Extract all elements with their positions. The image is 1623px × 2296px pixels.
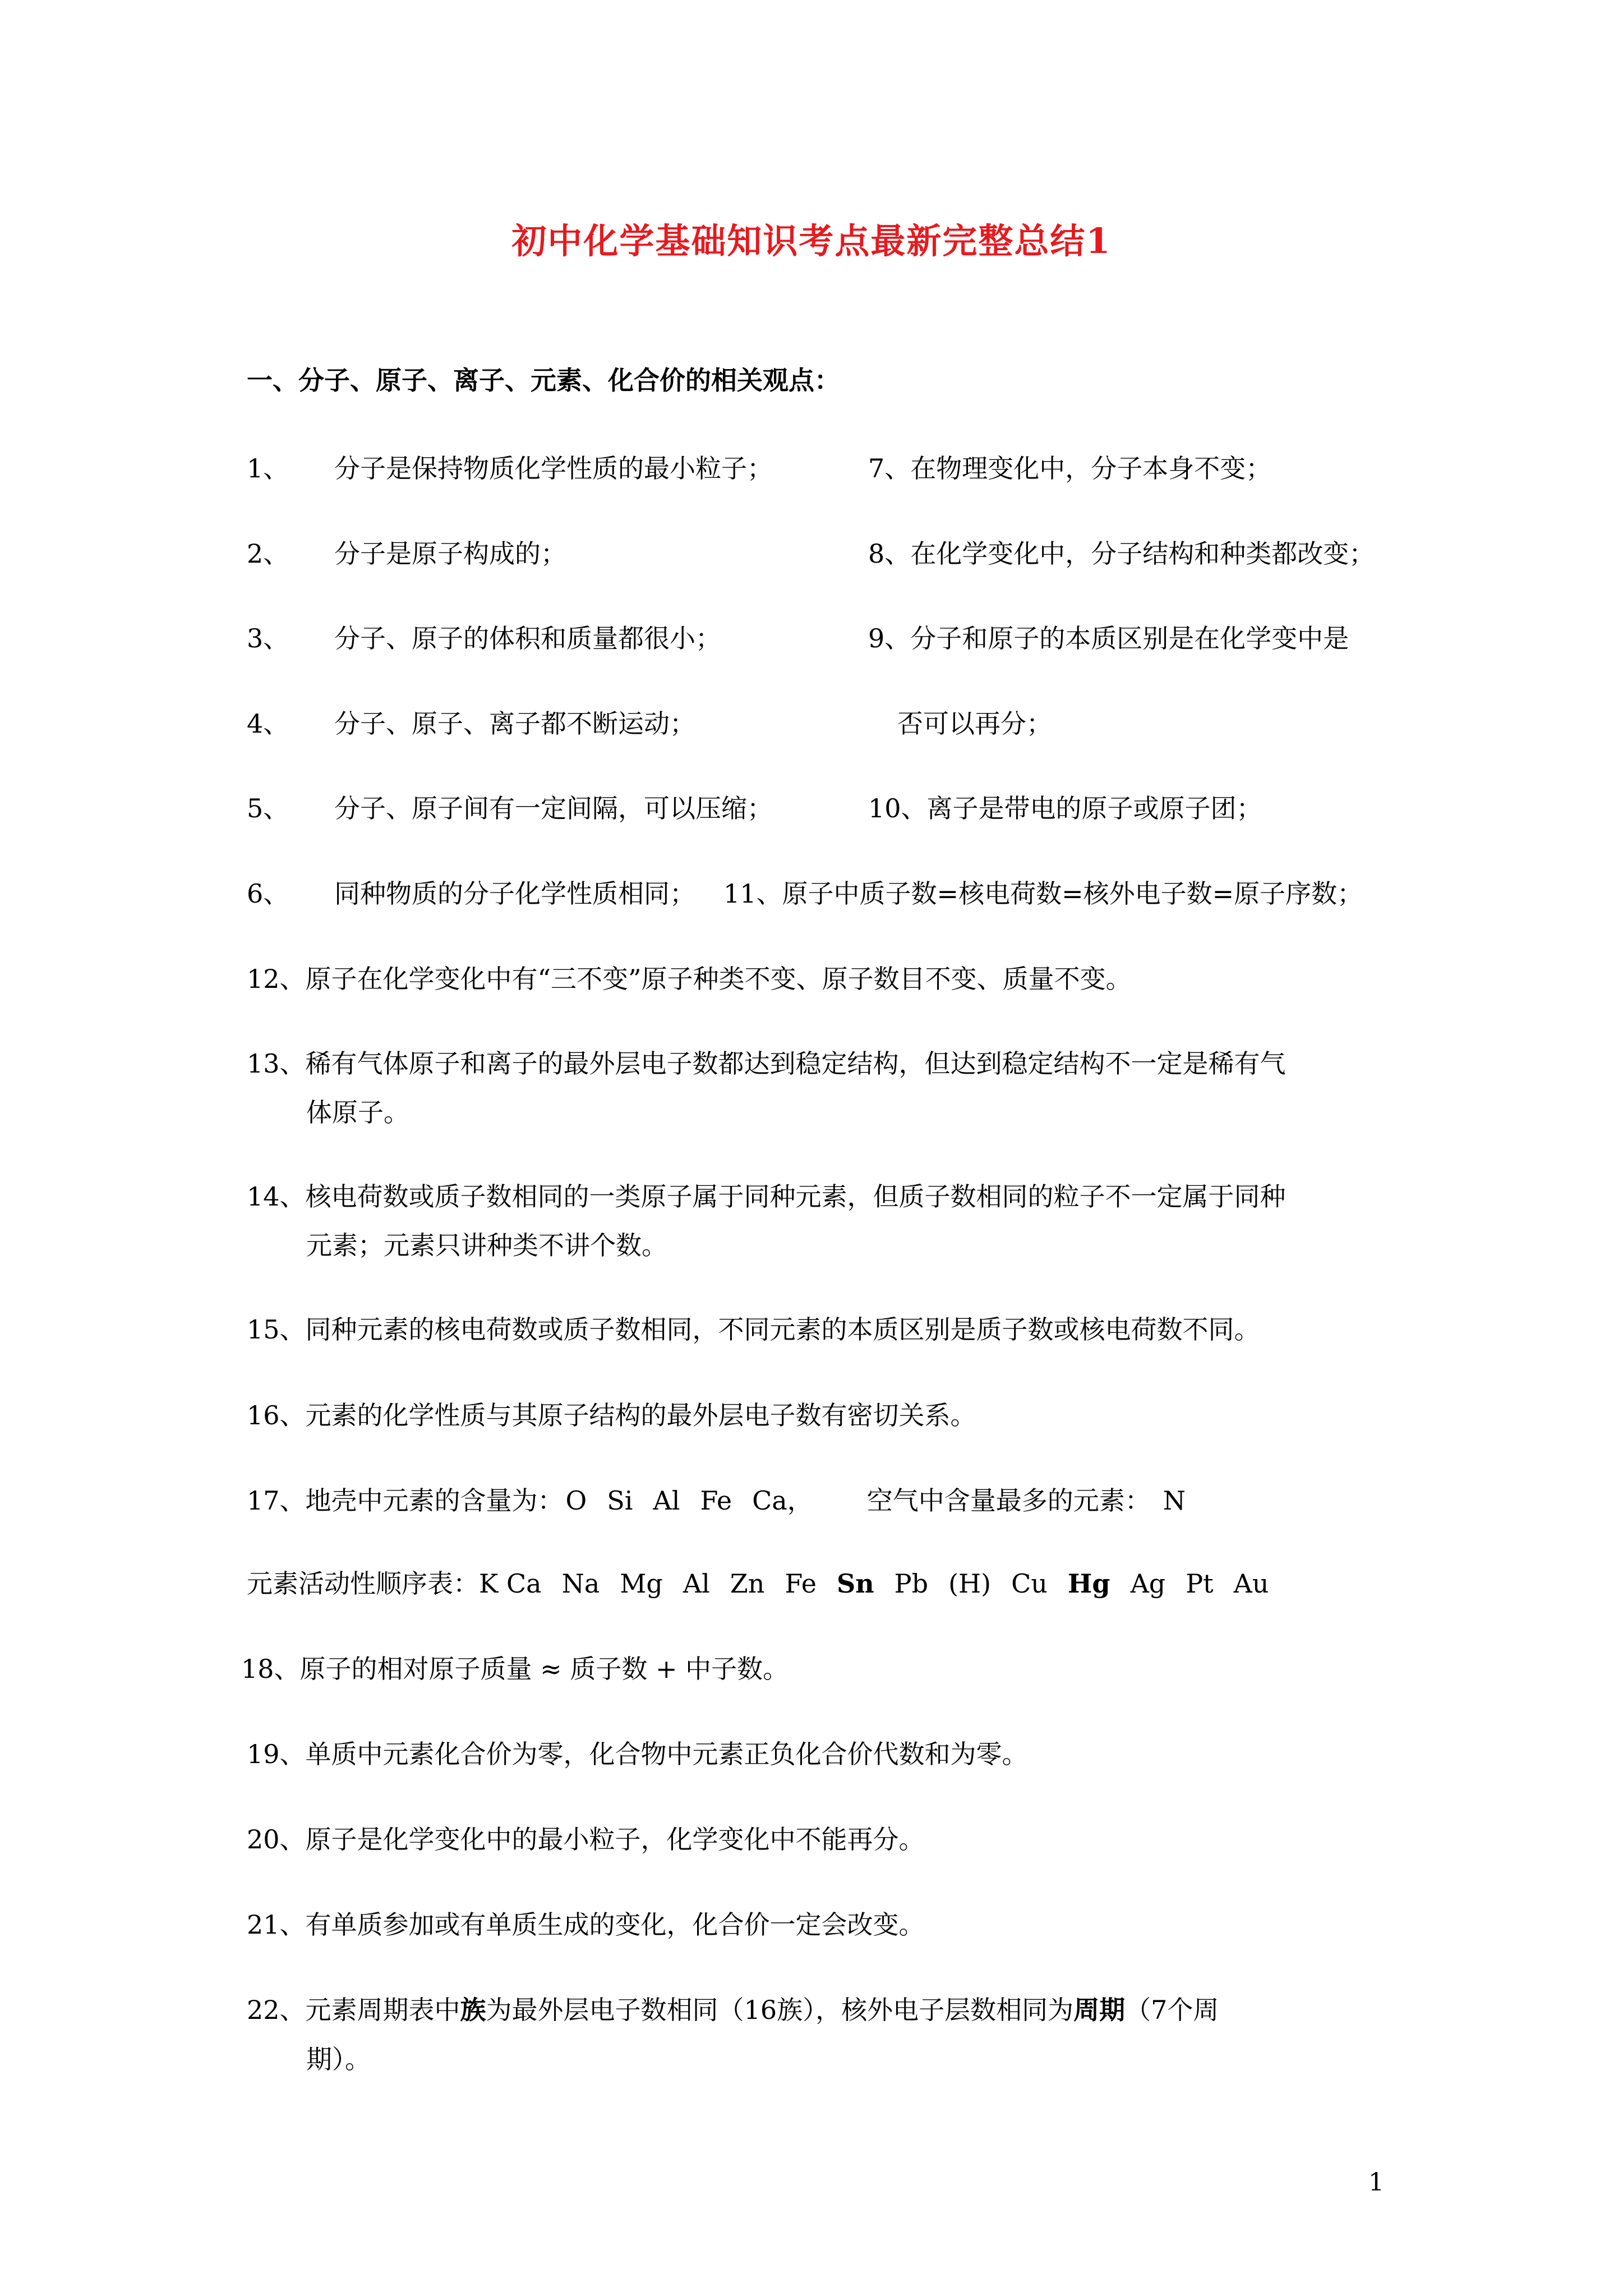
- air-label: 空气中含量最多的元素：: [866, 1485, 1151, 1516]
- item-13-line1: 13、稀有气体原子和离子的最外层电子数都达到稳定结构，但达到稳定结构不一定是稀有气: [247, 1048, 1286, 1079]
- item-text: 否可以再分；: [897, 708, 1052, 739]
- item-12: 12、原子在化学变化中有“三不变”原子种类不变、原子数目不变、质量不变。: [247, 964, 1132, 994]
- item-17-prefix: 17、地壳中元素的含量为：: [247, 1485, 564, 1516]
- element-symbol: Cu: [1011, 1568, 1048, 1599]
- item-text: 分子、原子的体积和质量都很小；: [334, 623, 721, 654]
- item-22-text: （7个周: [1125, 1995, 1219, 2025]
- activity-series: [247, 1568, 1289, 1599]
- item-text: 分子是原子构成的；: [334, 539, 566, 569]
- item-number: 5、: [247, 793, 289, 823]
- element-symbol: (H): [948, 1568, 992, 1599]
- item-13-line2: 体原子。: [306, 1097, 409, 1128]
- item-text: 同种物质的分子化学性质相同；: [334, 878, 695, 909]
- element-symbol: Pb: [894, 1568, 929, 1599]
- element-symbol: Mg: [620, 1568, 663, 1599]
- element-symbol: Sn: [837, 1568, 874, 1599]
- item-text: 分子、原子间有一定间隔，可以压缩；: [334, 793, 773, 823]
- element-symbol: Na: [561, 1568, 600, 1599]
- item-22-text: 为最外层电子数相同（16族），核外电子层数相同为: [486, 1995, 1074, 2025]
- item-number: 4、: [247, 708, 289, 739]
- element-symbol: Hg: [1067, 1568, 1110, 1599]
- item-number: 3、: [247, 623, 289, 654]
- item-19: 19、单质中元素化合价为零，化合物中元素正负化合价代数和为零。: [247, 1739, 1028, 1769]
- item-16: 16、元素的化学性质与其原子结构的最外层电子数有密切关系。: [247, 1400, 976, 1430]
- section-heading: 一、分子、原子、离子、元素、化合价的相关观点：: [247, 365, 840, 395]
- item-text: 11、原子中质子数=核电荷数=核外电子数=原子序数；: [723, 878, 1363, 909]
- item-22-line2: 期）。: [306, 2044, 371, 2074]
- item-text: 分子是保持物质化学性质的最小粒子；: [334, 453, 773, 484]
- item-22-line1: [247, 1997, 1219, 2023]
- item-21: 21、有单质参加或有单质生成的变化，化合价一定会改变。: [247, 1910, 925, 1940]
- item-17: [247, 1485, 1186, 1516]
- element-symbol: O: [565, 1485, 587, 1516]
- item-15: 15、同种元素的核电荷数或质子数相同，不同元素的本质区别是质子数或核电荷数不同。: [247, 1314, 1260, 1345]
- element-symbol: Al: [683, 1568, 710, 1599]
- activity-label: 元素活动性顺序表：: [247, 1568, 479, 1599]
- element-symbol: Ca，: [752, 1485, 813, 1516]
- item-text: 分子、原子、离子都不断运动；: [334, 708, 695, 739]
- element-symbol: K Ca: [479, 1568, 542, 1599]
- element-symbol: Au: [1233, 1568, 1269, 1599]
- item-text: 9、分子和原子的本质区别是在化学变中是: [868, 623, 1349, 654]
- element-symbol: Ag: [1130, 1568, 1166, 1599]
- page-number: 1: [1368, 2168, 1384, 2197]
- item-number: 6、: [247, 878, 289, 909]
- air-value: N: [1163, 1485, 1186, 1516]
- item-18: 18、原子的相对原子质量 ≈ 质子数 + 中子数。: [241, 1654, 789, 1684]
- document-title: 初中化学基础知识考点最新完整总结1: [511, 220, 1112, 261]
- element-symbol: Pt: [1186, 1568, 1214, 1599]
- element-symbol: Fe: [785, 1568, 817, 1599]
- item-text: 10、离子是带电的原子或原子团；: [868, 793, 1262, 823]
- term-period: 周期: [1073, 1995, 1126, 2025]
- item-20: 20、原子是化学变化中的最小粒子，化学变化中不能再分。: [247, 1824, 925, 1855]
- element-symbol: Zn: [730, 1568, 765, 1599]
- term-group: 族: [460, 1995, 486, 2025]
- element-symbol: Fe: [700, 1485, 732, 1516]
- item-22-text: 22、元素周期表中: [247, 1995, 460, 2025]
- item-14-line1: 14、核电荷数或质子数相同的一类原子属于同种元素，但质子数相同的粒子不一定属于同种: [247, 1181, 1286, 1212]
- item-number: 1、: [247, 453, 289, 484]
- item-number: 2、: [247, 539, 289, 569]
- element-symbol: Al: [653, 1485, 680, 1516]
- element-symbol: Si: [607, 1485, 633, 1516]
- item-text: 8、在化学变化中，分子结构和种类都改变；: [868, 539, 1375, 569]
- item-text: 7、在物理变化中，分子本身不变；: [868, 453, 1272, 484]
- item-14-line2: 元素；元素只讲种类不讲个数。: [306, 1230, 667, 1260]
